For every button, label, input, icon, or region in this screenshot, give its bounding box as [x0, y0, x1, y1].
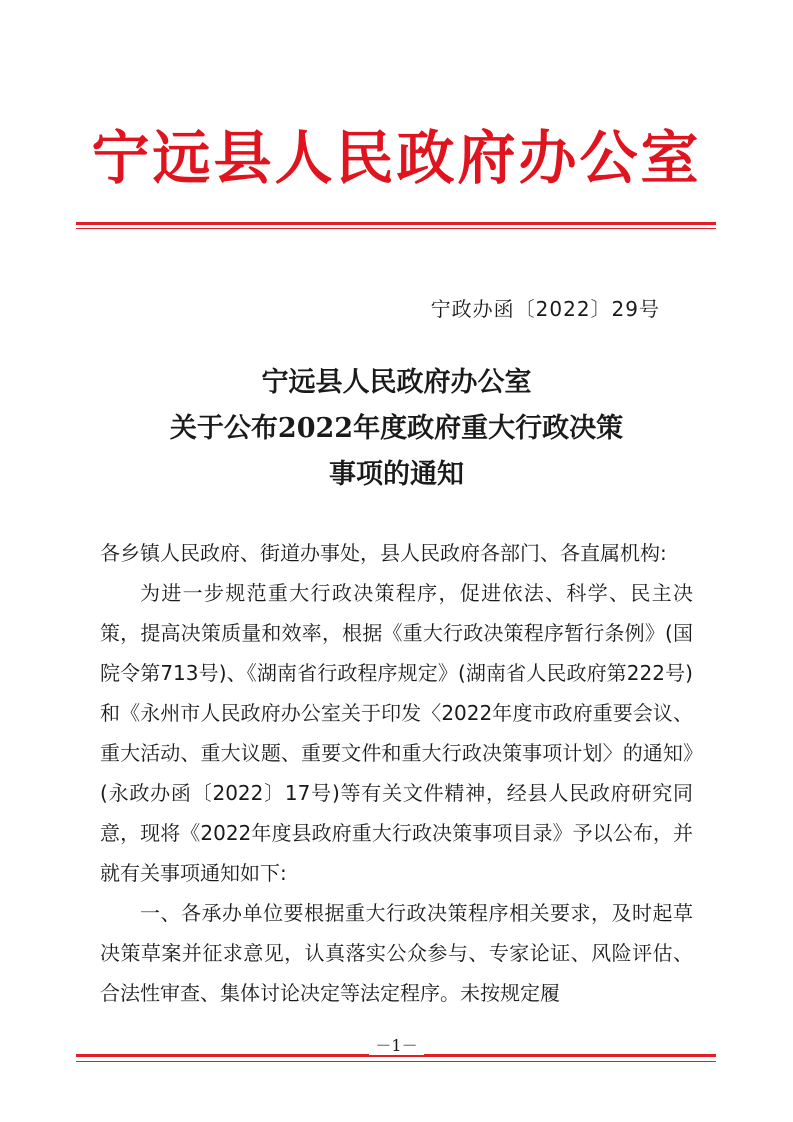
body-paragraph: 为进一步规范重大行政决策程序，促进依法、科学、民主决策，提高决策质量和效率，根据《重大行政决策程序暂行条例》(国院令第713号)、《湖南省行政程序规定》(湖南省人民政府第222号)和《永州市人民政府办公室关于印发〈2022年度市政府重要会议、重大活动、重大议题、重要文件和重大行政决策事项计划〉的通知》(永政办函〔2022〕17号)等有关文件精神，经县人民政府研究同意，现将《2022年度县政府重大行政决策事项目录》予以公布，并就有关事项通知如下:: [100, 581, 693, 885]
header-red-rule-thick: [76, 222, 716, 225]
header-red-rule-thin: [76, 228, 716, 229]
body-paragraph: 一、各承办单位要根据重大行政决策程序相关要求，及时起草决策草案并征求意见，认真落实公众参与、专家论证、风险评估、合法性审查、集体讨论决定等法定程序。未按规定履: [100, 901, 693, 1005]
issuing-office-header: 宁远县人民政府办公室: [91, 124, 702, 192]
page-number-text: －1－: [369, 1036, 423, 1055]
document-body: [100, 533, 693, 1013]
title-line: 事项的通知: [329, 459, 464, 490]
salutation: 各乡镇人民政府、街道办事处，县人民政府各部门、各直属机构:: [100, 541, 667, 565]
title-line: 关于公布2022年度政府重大行政决策: [169, 413, 624, 444]
page-number: [0, 1036, 793, 1056]
document-number: 宁政办函〔2022〕29号: [430, 297, 660, 321]
title-line: 宁远县人民政府办公室: [261, 367, 532, 398]
document-title: [0, 360, 793, 498]
footer-red-rule-thin: [76, 1061, 716, 1062]
